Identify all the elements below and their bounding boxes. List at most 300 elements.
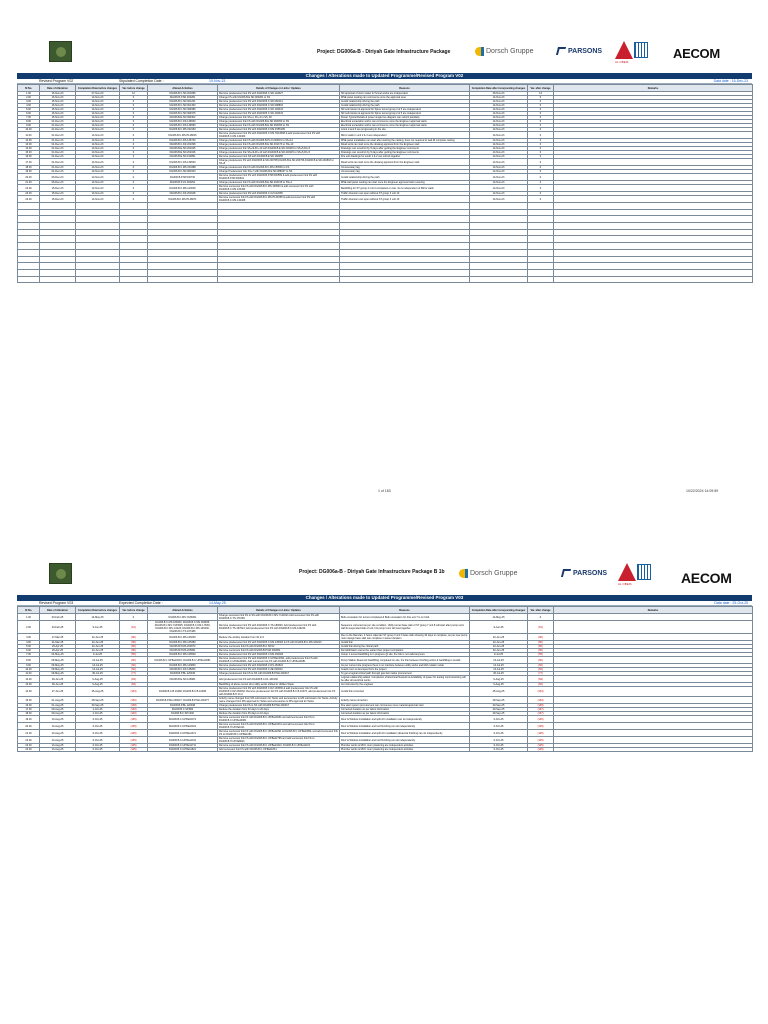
cell-reasons: Plumber works & MCC room plastering are independent activities <box>340 748 470 752</box>
cell-sl-no: 5.00 <box>18 108 40 112</box>
cell-sl-no: 24.00 <box>18 748 40 752</box>
empty-cell <box>340 223 470 230</box>
client-crest-logo <box>49 41 72 62</box>
empty-cell <box>218 269 340 276</box>
cell-completion-before: 6-Oct-25 <box>76 744 120 748</box>
cell-var-after: (80) <box>528 645 554 649</box>
cell-var-before: 0 <box>120 181 148 185</box>
table-row <box>18 621 753 634</box>
cell-reasons: Corrected duration as per latest information <box>340 708 470 712</box>
empty-cell <box>218 203 340 210</box>
empty-cell <box>554 276 753 283</box>
cell-sl-no: 4.00 <box>18 641 40 645</box>
cell-reasons: Road work can start once the drawing approval from the Engineer start <box>340 143 470 147</box>
cell-completion-before: 14-Nov-23 <box>76 147 120 151</box>
cell-details-of-changes: Remove predecessor link FS with DG006.B.C.MS.P155199 <box>218 128 340 132</box>
empty-cell <box>120 269 148 276</box>
cell-remarks <box>554 687 753 697</box>
empty-row <box>18 236 753 243</box>
project-title: Project: DG006a-B - Diriyah Gate Infrastructure Package <box>317 49 451 55</box>
cell-reasons: Invalid link driving the critical path <box>340 645 470 649</box>
document-page-1 <box>17 41 752 426</box>
cell-var-before: (84) <box>120 683 148 687</box>
cell-var-before: (77) <box>120 672 148 676</box>
cell-date-of-alteration: 09-Aug-25 <box>40 712 76 716</box>
cell-details-of-changes: Remove successor link FS with DG006.B.C.SP.02 <box>218 645 340 649</box>
table-banner: Changes / Alterations made to Updated Programme/Revised Program V02 <box>17 73 752 79</box>
cell-var-before: (80) <box>120 649 148 653</box>
cell-details-of-changes: Add successor link FS with DG006.B.C.UP.Ba11831 <box>218 748 340 752</box>
cell-altered-activities: DG006.B.P.BL.120048 <box>148 704 218 708</box>
cell-date-of-alteration: 16-Nov-23 <box>40 116 76 120</box>
cell-var-before: 0 <box>120 166 148 170</box>
cell-details-of-changes: Reduce the duration from 40 days to 20 days <box>218 708 340 712</box>
cell-sl-no: 20.00 <box>18 174 40 181</box>
cell-reasons: Unnecessary lag <box>340 170 470 174</box>
cell-completion-before: 14-Nov-23 <box>76 132 120 139</box>
table-row <box>18 730 753 737</box>
cell-var-after: (145) <box>528 744 554 748</box>
empty-cell <box>76 229 120 236</box>
cell-date-of-alteration: 16-Nov-23 <box>40 96 76 100</box>
cell-completion-before: 9-Jul-25 <box>76 653 120 657</box>
cell-var-after: (80) <box>528 641 554 645</box>
cell-date-of-alteration: 09-Aug-25 <box>40 708 76 712</box>
cell-var-before: 0 <box>120 143 148 147</box>
empty-cell <box>40 223 76 230</box>
cell-var-before: (60) <box>120 657 148 664</box>
cell-completion-before: 14-Nov-23 <box>76 174 120 181</box>
cell-completion-before: 25-Aug-25 <box>76 687 120 697</box>
table-header-row <box>18 607 753 614</box>
empty-cell <box>218 209 340 216</box>
empty-cell <box>340 209 470 216</box>
cell-completion-before: 28-Sep-25 <box>76 697 120 704</box>
empty-cell <box>120 263 148 270</box>
cell-remarks <box>554 657 753 664</box>
cell-sl-no: 14.00 <box>18 687 40 697</box>
cell-completion-after: 14-May-25 <box>470 614 528 621</box>
cell-date-of-alteration: 06-Dec-23 <box>40 174 76 181</box>
cell-var-before: (145) <box>120 748 148 752</box>
cell-date-of-alteration: 01-Dec-23 <box>40 151 76 155</box>
dorsch-mark-icon <box>475 47 484 56</box>
cell-sl-no: 21.00 <box>18 730 40 737</box>
cell-altered-activities: DG006.B.C.MS.H148015 <box>148 132 218 139</box>
cell-var-before: 0 <box>120 96 148 100</box>
cell-completion-before: 27-Nov-23 <box>76 92 120 96</box>
empty-cell <box>76 203 120 210</box>
empty-cell <box>148 236 218 243</box>
cell-remarks <box>554 748 753 752</box>
cell-completion-before: 13-Jul-25 <box>76 664 120 668</box>
empty-cell <box>528 203 554 210</box>
cell-reasons: Fire exit drawings for south 1 & 2 can submit together <box>340 155 470 159</box>
empty-cell <box>18 256 40 263</box>
empty-row <box>18 243 753 250</box>
cell-completion-after: 6-Oct-25 <box>470 723 528 730</box>
cell-var-after: 13 <box>528 92 554 96</box>
cell-completion-after: 14-Nov-23 <box>470 143 528 147</box>
info-line <box>17 601 752 606</box>
cell-remarks <box>554 723 753 730</box>
cell-completion-after: 25-Aug-25 <box>470 687 528 697</box>
cell-altered-activities: DG006.B.E.SD.201026 <box>148 151 218 155</box>
column-header-date-of-alteration: Date of Alteration <box>40 85 76 92</box>
empty-cell <box>470 229 528 236</box>
cell-altered-activities: DG006.B.C.SD.081603 <box>148 170 218 174</box>
empty-cell <box>18 229 40 236</box>
cell-completion-after: 22-Jun-25 <box>470 645 528 649</box>
cell-completion-after: 14-Nov-23 <box>470 128 528 132</box>
cell-completion-before: 6-Oct-25 <box>76 748 120 752</box>
cell-completion-before: 14-Nov-23 <box>76 104 120 108</box>
empty-cell <box>554 223 753 230</box>
cell-completion-after: 6-Oct-25 <box>470 744 528 748</box>
cell-date-of-alteration: 13-Aug-25 <box>40 716 76 723</box>
empty-cell <box>76 243 120 250</box>
completion-label: Stipulated Completion Date : <box>119 79 164 83</box>
empty-cell <box>76 236 120 243</box>
cell-var-before: (140) <box>120 708 148 712</box>
parsons-logo: PARSONS <box>562 569 607 577</box>
empty-cell <box>148 249 218 256</box>
cell-date-of-alteration: 01-Dec-23 <box>40 159 76 166</box>
empty-cell <box>340 256 470 263</box>
cell-remarks <box>554 621 753 634</box>
cell-details-of-changes: Remove predecessor link FS with DG006.B.C.MS.145300 & FS with DG006.B.C.MS.160210 <box>218 641 340 645</box>
empty-cell <box>554 229 753 236</box>
cell-sl-no: 6.00 <box>18 649 40 653</box>
cell-var-after: (84) <box>528 676 554 683</box>
cell-date-of-alteration: 26-Apr-25 <box>40 649 76 653</box>
cell-altered-activities: DG006.B.C.DZ.201098 <box>148 143 218 147</box>
aecom-logo: AECOM <box>681 570 732 586</box>
cell-sl-no: 17.00 <box>18 708 40 712</box>
cell-details-of-changes: Change predecessor link SS+3LFF+10 with DG006.B.E.SD.203115 to SS+5,FF+5 <box>218 147 340 151</box>
cell-reasons: Power Typical Details & power single line diagram can submit parallelly <box>340 116 470 120</box>
cell-altered-activities: DG006.B.P.MA.200047; DG006.B.P.MA.200077 <box>148 697 218 704</box>
cell-sl-no: 18.00 <box>18 712 40 716</box>
cell-var-before: 0 <box>120 139 148 143</box>
cell-var-before: (80) <box>120 645 148 649</box>
cell-date-of-alteration: 13-Aug-25 <box>40 730 76 737</box>
cell-remarks <box>554 614 753 621</box>
cell-altered-activities: DG006.B.E.SD.162891 <box>148 155 218 159</box>
cell-completion-before: 14-Nov-23 <box>76 139 120 143</box>
empty-cell <box>554 203 753 210</box>
cell-altered-activities: DG006.B.C.MS.140840 <box>148 664 218 668</box>
cell-completion-before: 2-Oct-25 <box>76 708 120 712</box>
cell-completion-before: 14-Nov-23 <box>76 159 120 166</box>
table-row <box>18 132 753 139</box>
cell-details-of-changes: Change predecessor link FS with DG006.B.C.MS.150539 to FS <box>218 166 340 170</box>
cell-reasons: Demobilization cannot be earlier than project completion <box>340 649 470 653</box>
empty-cell <box>470 216 528 223</box>
cell-sl-no: 10.00 <box>18 128 40 132</box>
cell-date-of-alteration: 01-Dec-23 <box>40 147 76 151</box>
cell-sl-no: 1.00 <box>18 614 40 621</box>
column-header-completion-before: Completion Date before changes <box>76 85 120 92</box>
empty-cell <box>554 236 753 243</box>
cell-reasons: Guard room is descoped from the project <box>340 668 470 672</box>
cell-var-after: (55) <box>528 653 554 657</box>
cell-altered-activities: DG006.B.C.MS.183060; DG006.B.C.MS.183065; DG006.B.C.MS.Y183525; DG006.B.C.MS.1.3530; DG006.B.C.MS.1.6220; DG006.B.C.MS.146230; DG006.B.C.TS.167480 <box>148 621 218 634</box>
cell-sl-no: 12.00 <box>18 139 40 143</box>
cell-details-of-changes: Change Predecessor link SS+7 with DG006.B.E.SD.088037 to SS <box>218 170 340 174</box>
cell-completion-after: 14-Nov-23 <box>470 147 528 151</box>
table-header-row <box>18 85 753 92</box>
cell-var-before: (145) <box>120 744 148 748</box>
cell-details-of-changes: Remove predecessor link FS with DG006.B.C.CZ.012065 <box>218 192 340 196</box>
empty-cell <box>218 243 340 250</box>
data-date: Data date : 16-Dec-23 <box>713 79 748 83</box>
cell-var-before: 0 <box>120 192 148 196</box>
empty-cell <box>218 229 340 236</box>
cell-var-after: (80) <box>528 634 554 641</box>
cell-var-before: 0 <box>120 124 148 128</box>
empty-cell <box>120 249 148 256</box>
cell-reasons: Group 1 tunnel backfilling is in progress @ site, the link is not valid anymore <box>340 653 470 657</box>
empty-cell <box>528 269 554 276</box>
cell-completion-after: 14-Nov-23 <box>470 196 528 203</box>
cell-reasons: As per current site progress there is no interface between utility works and Mob relation rebar <box>340 664 470 668</box>
empty-row <box>18 269 753 276</box>
empty-cell <box>120 229 148 236</box>
cell-sl-no: 6.00 <box>18 112 40 116</box>
cell-sl-no: 14.00 <box>18 147 40 151</box>
cell-var-before: 0 <box>120 128 148 132</box>
empty-row <box>18 223 753 230</box>
cell-completion-after: 14-Nov-23 <box>470 166 528 170</box>
empty-cell <box>148 243 218 250</box>
empty-cell <box>528 243 554 250</box>
cell-var-after: (145) <box>528 730 554 737</box>
cell-var-after: (103) <box>528 687 554 697</box>
empty-cell <box>470 269 528 276</box>
empty-cell <box>528 276 554 283</box>
cell-sl-no: 2.00 <box>18 621 40 634</box>
print-timestamp: 10/22/2024 14:09:59 <box>686 489 719 493</box>
column-header-completion-before: Completion Date before changes <box>76 607 120 614</box>
cell-date-of-alteration: 09-May-25 <box>40 672 76 676</box>
empty-cell <box>470 263 528 270</box>
cell-completion-before: 14-Nov-23 <box>76 128 120 132</box>
empty-cell <box>76 276 120 283</box>
empty-cell <box>340 263 470 270</box>
empty-cell <box>120 223 148 230</box>
cell-completion-after: 14-Nov-23 <box>470 104 528 108</box>
cell-completion-before: 6-Aug-25 <box>76 683 120 687</box>
cell-completion-before: 6-Oct-25 <box>76 723 120 730</box>
cell-reasons: Drawings can resubmit by 5 days after getting the Engineer comments <box>340 151 470 155</box>
cell-details-of-changes: Change predecessor link FS with DG006.B.E.SD.093050 to SS <box>218 124 340 128</box>
cell-altered-activities: DG006.B.C.UP.Ba11621 <box>148 748 218 752</box>
empty-cell <box>470 203 528 210</box>
column-header-altered-activities: Altered Activities <box>148 607 218 614</box>
cell-reasons: Traffic diversion can open without ST group 3 unit 10 <box>340 192 470 196</box>
cell-date-of-alteration: 01-Aug-25 <box>40 704 76 708</box>
cell-sl-no: 8.00 <box>18 657 40 664</box>
dorsch-gruppe-logo: Dorsch Gruppe <box>459 569 517 578</box>
cell-var-after: 0 <box>528 192 554 196</box>
empty-cell <box>528 263 554 270</box>
cell-date-of-alteration: 01-Dec-23 <box>40 124 76 128</box>
cell-date-of-alteration: 09-Jun-25 <box>40 683 76 687</box>
document-page-2 <box>17 563 752 1024</box>
cell-details-of-changes: Change predecessor FS with DG006.B.E.SD.200795,DG006.B.E.SD.200796,DG006.B.E.SD.200803 to SS+5 <box>218 159 340 166</box>
empty-row <box>18 263 753 270</box>
cell-completion-before: 6-Oct-25 <box>76 730 120 737</box>
empty-cell <box>554 216 753 223</box>
blue-square-icon <box>637 564 651 580</box>
cell-completion-before: 14-Nov-23 <box>76 151 120 155</box>
cell-completion-before: 13-Jul-25 <box>76 657 120 664</box>
cell-var-after: 0 <box>528 143 554 147</box>
cell-var-after: 0 <box>528 174 554 181</box>
cell-var-after: (60) <box>528 668 554 672</box>
cell-completion-after: 14-Nov-23 <box>470 185 528 192</box>
empty-cell <box>554 263 753 270</box>
cell-altered-activities: DG006.B.C.MS.146230 <box>148 634 218 641</box>
cell-completion-before: 22-Jun-25 <box>76 645 120 649</box>
empty-cell <box>40 203 76 210</box>
cell-reasons: Bulk excavation for tunnel completed & Bulk excavation for Fire exit 7 is on hold. <box>340 614 470 621</box>
empty-cell <box>18 236 40 243</box>
table-row <box>18 614 753 621</box>
cell-var-after: 0 <box>528 116 554 120</box>
empty-row <box>18 249 753 256</box>
cell-sl-no: 10.00 <box>18 668 40 672</box>
cell-var-before: (84) <box>120 676 148 683</box>
empty-cell <box>340 276 470 283</box>
column-header-details-of-changes: Details of Changes in Links / Updates <box>218 607 340 614</box>
cell-date-of-alteration: 01-Aug-25 <box>40 697 76 704</box>
cell-completion-after: 6-Aug-25 <box>470 676 528 683</box>
cell-completion-before: 14-Nov-23 <box>76 155 120 159</box>
cell-date-of-alteration: 09-May-25 <box>40 668 76 672</box>
cell-completion-after: 22-Jun-25 <box>470 649 528 653</box>
cell-details-of-changes: Remove successor link FS with DG006.B.P.MA.000981 <box>218 649 340 653</box>
cell-altered-activities: DG006.B.C.DS.139630 <box>148 120 218 124</box>
cell-details-of-changes: Backfilling of above tunnel strut utility works shifted to Utilities Week <box>218 683 340 687</box>
cell-date-of-alteration: 16-Nov-23 <box>40 104 76 108</box>
cell-details-of-changes: Remove predecessor link FS with DG006.B.C.DZ.133536 & add predecessor link FS with DG006.B.C.DZ.230062; Remove predecessor link FS with DG006.B.C.B.10476, add predecessor link FS with DG006.B.H.13.4 <box>218 687 340 697</box>
cell-var-after: (145) <box>528 748 554 752</box>
empty-cell <box>40 263 76 270</box>
empty-cell <box>120 276 148 283</box>
cell-date-of-alteration: 09-Jun-25 <box>40 676 76 683</box>
cell-sl-no: 7.00 <box>18 653 40 657</box>
column-header-date-of-alteration: Date of Alteration <box>40 607 76 614</box>
empty-cell <box>120 243 148 250</box>
cell-var-before: (60) <box>120 668 148 672</box>
cell-completion-after: 14-Nov-23 <box>470 96 528 100</box>
empty-cell <box>148 263 218 270</box>
cell-date-of-alteration: 09-May-25 <box>40 664 76 668</box>
cell-altered-activities: DG006.B.P.LO.003291 <box>148 181 218 185</box>
cell-sl-no: 20.00 <box>18 723 40 730</box>
cell-var-before: 0 <box>120 196 148 203</box>
cell-details-of-changes: Change predecessor link FS with DG006.B.P.LO.003001 to SS+14 <box>218 139 340 143</box>
cell-altered-activities: DG006.B.C.MS.H148071 <box>148 196 218 203</box>
cell-completion-before: 14-Nov-23 <box>76 112 120 116</box>
blue-square-icon <box>634 42 648 58</box>
cell-completion-after: 14-Nov-23 <box>470 174 528 181</box>
column-header-completion-after: Completion Date after incorporating changes <box>470 607 528 614</box>
table-row <box>18 174 753 181</box>
cell-altered-activities: DG006.B.C.MS.120036 <box>148 185 218 192</box>
cell-remarks <box>554 634 753 641</box>
cell-details-of-changes: Remove predecessor link FS with DG006.B.C.UP.Ba10091, add predecessor link FS with DG006.B.C.UP.Ba10081; Add successor link FS with DG006.B.C.UP.Ba10081 <box>218 657 340 664</box>
cell-reasons: Sequence corrected as per site condition. Utility tunnel base slab of ST group 7 unit 8 will start after pump room wall & suspended slab of unit 3 & pump room will cast together. <box>340 621 470 634</box>
cell-date-of-alteration: 15-Dec-23 <box>40 196 76 203</box>
cell-sl-no: 16.00 <box>18 155 40 159</box>
cell-date-of-alteration: 16-Nov-23 <box>40 92 76 96</box>
cell-var-before: 0 <box>120 174 148 181</box>
column-header-reasons: Reasons <box>340 85 470 92</box>
cell-date-of-alteration: 15-Dec-23 <box>40 192 76 196</box>
cell-details-of-changes: Change predecessor link SS+3LFF+10 with DG006.B.E.SD.203115 to SS+5,FF+5 <box>218 151 340 155</box>
empty-cell <box>340 203 470 210</box>
cell-sl-no: 3.00 <box>18 634 40 641</box>
empty-row <box>18 203 753 210</box>
cell-reasons: Invalid link <box>340 641 470 645</box>
cell-altered-activities: DG006.B.C.UP.Ba10401 <box>148 723 218 730</box>
cell-altered-activities: DG006.B.C.MS.150488 <box>148 166 218 170</box>
cell-completion-before: 30-Jul-25 <box>76 672 120 676</box>
cell-details-of-changes: Remove successor link FS with DG006.B.C.MS.100540 & add successor link FS with DG006.B.C.MS.100493 <box>218 185 340 192</box>
empty-cell <box>18 209 40 216</box>
cell-var-after: 0 <box>528 104 554 108</box>
cell-altered-activities: DG006.B.C.SD.364986 <box>148 108 218 112</box>
cell-var-after: 0 <box>528 132 554 139</box>
contractor-emblem-logo <box>618 563 651 586</box>
cell-var-before: 0 <box>120 100 148 104</box>
cell-var-before: (138) <box>120 704 148 708</box>
column-header-remarks: Remarks <box>554 85 753 92</box>
cell-altered-activities: DG006.B.C.UP.Ba11711 <box>148 744 218 748</box>
empty-cell <box>40 229 76 236</box>
cell-var-after: 0 <box>528 155 554 159</box>
cell-reasons: Unnecessary lag <box>340 166 470 170</box>
cell-altered-activities: DG006.B.C.SD.364976 <box>148 112 218 116</box>
cell-reasons: As instructed by the engineer <box>340 683 470 687</box>
cell-completion-before: 22-Jun-25 <box>76 641 120 645</box>
cell-var-before: (80) <box>120 641 148 645</box>
cell-details-of-changes: Remove predecessor link FS with DG006.B.C.MS.160020 <box>218 653 340 657</box>
data-date: Data date : 25-Oct-25 <box>714 601 748 605</box>
cell-details-of-changes: Change predecessor link FS with DG006.B.E.SD.031473 to SS+10 <box>218 143 340 147</box>
empty-cell <box>148 269 218 276</box>
cell-var-before: 0 <box>120 132 148 139</box>
empty-cell <box>340 216 470 223</box>
cell-altered-activities: DG006.B.P.SP.000730 <box>148 174 218 181</box>
red-triangle-icon <box>618 563 636 581</box>
cell-remarks <box>554 697 753 704</box>
cell-completion-before: 14-Nov-23 <box>76 181 120 185</box>
cell-completion-before: 13-Jul-25 <box>76 668 120 672</box>
empty-cell <box>528 256 554 263</box>
cell-completion-before: 14-Nov-23 <box>76 100 120 104</box>
cell-remarks <box>554 737 753 744</box>
empty-cell <box>148 256 218 263</box>
empty-cell <box>76 269 120 276</box>
cell-details-of-changes: Remove predecessor link FS with DG006.B.C.SD.146043 <box>218 112 340 116</box>
cell-details-of-changes: Remove predecessor link FS with DG006.B.C.SD.144027 <box>218 92 340 96</box>
cell-sl-no: 22.00 <box>18 737 40 744</box>
empty-cell <box>340 236 470 243</box>
